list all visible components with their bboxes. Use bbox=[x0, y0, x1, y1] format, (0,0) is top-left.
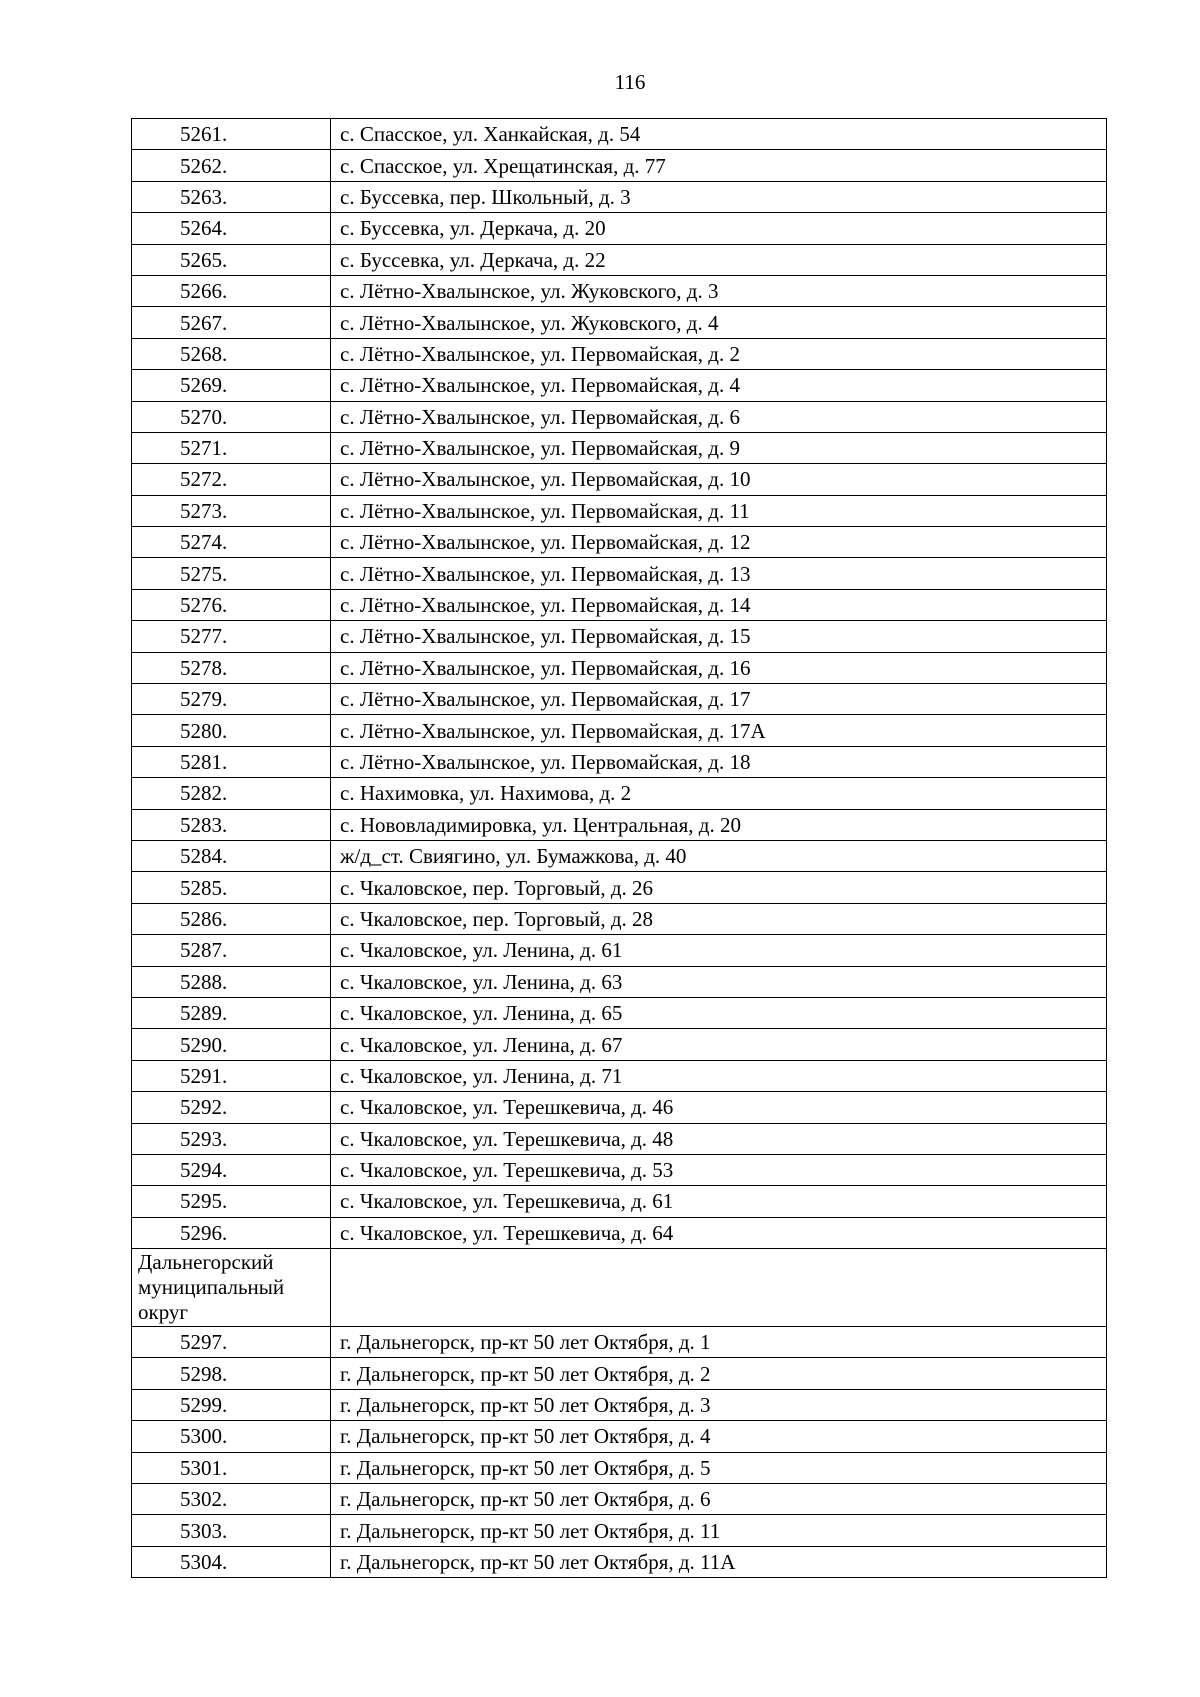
row-number: 5287. bbox=[132, 935, 331, 966]
row-number: 5267. bbox=[132, 307, 331, 338]
table-row bbox=[132, 715, 1107, 746]
row-number: 5288. bbox=[132, 966, 331, 997]
row-number: 5293. bbox=[132, 1123, 331, 1154]
table-row bbox=[132, 1060, 1107, 1091]
row-address: с. Буссевка, ул. Деркача, д. 22 bbox=[331, 244, 1107, 275]
table-row bbox=[132, 1358, 1107, 1389]
table-row bbox=[132, 1515, 1107, 1546]
table-row bbox=[132, 872, 1107, 903]
row-number: 5281. bbox=[132, 746, 331, 777]
section-value bbox=[331, 1249, 1107, 1327]
row-number: 5269. bbox=[132, 370, 331, 401]
row-address: с. Лётно-Хвалынское, ул. Первомайская, д. 18 bbox=[331, 746, 1107, 777]
row-number: 5271. bbox=[132, 432, 331, 463]
row-address: с. Чкаловское, ул. Ленина, д. 63 bbox=[331, 966, 1107, 997]
row-number: 5302. bbox=[132, 1484, 331, 1515]
row-number: 5273. bbox=[132, 495, 331, 526]
row-address: с. Чкаловское, ул. Ленина, д. 67 bbox=[331, 1029, 1107, 1060]
table-row bbox=[132, 119, 1107, 150]
table-row bbox=[132, 338, 1107, 369]
row-number: 5295. bbox=[132, 1186, 331, 1217]
row-number: 5261. bbox=[132, 119, 331, 150]
row-address: с. Чкаловское, ул. Терешкевича, д. 53 bbox=[331, 1154, 1107, 1185]
table-row bbox=[132, 275, 1107, 306]
table-row bbox=[132, 1327, 1107, 1358]
row-number: 5262. bbox=[132, 150, 331, 181]
row-address: г. Дальнегорск, пр-кт 50 лет Октября, д. 2 bbox=[331, 1358, 1107, 1389]
row-address: с. Чкаловское, ул. Ленина, д. 61 bbox=[331, 935, 1107, 966]
table-row bbox=[132, 307, 1107, 338]
row-address: с. Нахимовка, ул. Нахимова, д. 2 bbox=[331, 778, 1107, 809]
row-number: 5300. bbox=[132, 1421, 331, 1452]
table-row bbox=[132, 652, 1107, 683]
table-row bbox=[132, 746, 1107, 777]
row-number: 5264. bbox=[132, 213, 331, 244]
table-row bbox=[132, 464, 1107, 495]
row-number: 5277. bbox=[132, 621, 331, 652]
table-row bbox=[132, 1389, 1107, 1420]
row-address: г. Дальнегорск, пр-кт 50 лет Октября, д. 5 bbox=[331, 1452, 1107, 1483]
row-number: 5286. bbox=[132, 903, 331, 934]
row-number: 5274. bbox=[132, 527, 331, 558]
table-row bbox=[132, 495, 1107, 526]
table-row bbox=[132, 213, 1107, 244]
table-row bbox=[132, 840, 1107, 871]
row-number: 5292. bbox=[132, 1092, 331, 1123]
row-address: с. Спасское, ул. Ханкайская, д. 54 bbox=[331, 119, 1107, 150]
row-number: 5282. bbox=[132, 778, 331, 809]
row-number: 5270. bbox=[132, 401, 331, 432]
row-address: г. Дальнегорск, пр-кт 50 лет Октября, д. 11 bbox=[331, 1515, 1107, 1546]
row-address: с. Лётно-Хвалынское, ул. Первомайская, д. 10 bbox=[331, 464, 1107, 495]
row-number: 5284. bbox=[132, 840, 331, 871]
row-number: 5272. bbox=[132, 464, 331, 495]
table-row bbox=[132, 809, 1107, 840]
row-address: с. Лётно-Хвалынское, ул. Первомайская, д. 12 bbox=[331, 527, 1107, 558]
table-row bbox=[132, 1154, 1107, 1185]
row-number: 5289. bbox=[132, 997, 331, 1028]
row-address: ж/д_ст. Свиягино, ул. Бумажкова, д. 40 bbox=[331, 840, 1107, 871]
row-address: г. Дальнегорск, пр-кт 50 лет Октября, д. 11А bbox=[331, 1546, 1107, 1577]
row-number: 5299. bbox=[132, 1389, 331, 1420]
row-number: 5278. bbox=[132, 652, 331, 683]
row-number: 5276. bbox=[132, 589, 331, 620]
table-row bbox=[132, 432, 1107, 463]
table-row bbox=[132, 1452, 1107, 1483]
row-address: с. Лётно-Хвалынское, ул. Первомайская, д. 15 bbox=[331, 621, 1107, 652]
table-row bbox=[132, 935, 1107, 966]
table-row bbox=[132, 1092, 1107, 1123]
row-address: с. Чкаловское, ул. Терешкевича, д. 61 bbox=[331, 1186, 1107, 1217]
table-row bbox=[132, 1186, 1107, 1217]
table-row bbox=[132, 684, 1107, 715]
row-number: 5268. bbox=[132, 338, 331, 369]
table-body-bottom bbox=[132, 1327, 1107, 1578]
row-address: с. Лётно-Хвалынское, ул. Первомайская, д. 13 bbox=[331, 558, 1107, 589]
row-address: с. Лётно-Хвалынское, ул. Первомайская, д. 2 bbox=[331, 338, 1107, 369]
table-row bbox=[132, 558, 1107, 589]
row-number: 5266. bbox=[132, 275, 331, 306]
row-address: с. Лётно-Хвалынское, ул. Первомайская, д. 16 bbox=[331, 652, 1107, 683]
table-row bbox=[132, 1484, 1107, 1515]
table-row bbox=[132, 1546, 1107, 1577]
row-number: 5296. bbox=[132, 1217, 331, 1248]
table-body-top bbox=[132, 119, 1107, 1249]
row-address: с. Лётно-Хвалынское, ул. Первомайская, д. 9 bbox=[331, 432, 1107, 463]
table-row bbox=[132, 150, 1107, 181]
row-address: г. Дальнегорск, пр-кт 50 лет Октября, д. 6 bbox=[331, 1484, 1107, 1515]
address-table bbox=[131, 118, 1107, 1578]
row-address: с. Лётно-Хвалынское, ул. Первомайская, д. 17А bbox=[331, 715, 1107, 746]
row-number: 5275. bbox=[132, 558, 331, 589]
row-address: с. Нововладимировка, ул. Центральная, д. 20 bbox=[331, 809, 1107, 840]
row-number: 5290. bbox=[132, 1029, 331, 1060]
row-address: г. Дальнегорск, пр-кт 50 лет Октября, д. 3 bbox=[331, 1389, 1107, 1420]
row-address: с. Лётно-Хвалынское, ул. Жуковского, д. 3 bbox=[331, 275, 1107, 306]
row-address: с. Чкаловское, ул. Терешкевича, д. 48 bbox=[331, 1123, 1107, 1154]
row-address: с. Чкаловское, ул. Ленина, д. 65 bbox=[331, 997, 1107, 1028]
row-address: с. Лётно-Хвалынское, ул. Первомайская, д. 4 bbox=[331, 370, 1107, 401]
row-address: с. Чкаловское, пер. Торговый, д. 26 bbox=[331, 872, 1107, 903]
section-body bbox=[132, 1249, 1107, 1327]
row-address: с. Чкаловское, ул. Терешкевича, д. 64 bbox=[331, 1217, 1107, 1248]
row-number: 5298. bbox=[132, 1358, 331, 1389]
table-row bbox=[132, 1029, 1107, 1060]
row-number: 5301. bbox=[132, 1452, 331, 1483]
row-number: 5283. bbox=[132, 809, 331, 840]
table-row bbox=[132, 244, 1107, 275]
row-address: с. Лётно-Хвалынское, ул. Первомайская, д. 6 bbox=[331, 401, 1107, 432]
row-address: с. Буссевка, ул. Деркача, д. 20 bbox=[331, 213, 1107, 244]
section-row bbox=[132, 1249, 1107, 1327]
table-row bbox=[132, 370, 1107, 401]
row-address: с. Чкаловское, ул. Ленина, д. 71 bbox=[331, 1060, 1107, 1091]
row-address: с. Чкаловское, ул. Терешкевича, д. 46 bbox=[331, 1092, 1107, 1123]
row-address: с. Спасское, ул. Хрещатинская, д. 77 bbox=[331, 150, 1107, 181]
row-number: 5304. bbox=[132, 1546, 331, 1577]
table-row bbox=[132, 621, 1107, 652]
row-address: г. Дальнегорск, пр-кт 50 лет Октября, д. 1 bbox=[331, 1327, 1107, 1358]
row-number: 5280. bbox=[132, 715, 331, 746]
row-number: 5279. bbox=[132, 684, 331, 715]
table-row bbox=[132, 997, 1107, 1028]
table-row bbox=[132, 1421, 1107, 1452]
row-address: с. Лётно-Хвалынское, ул. Жуковского, д. 4 bbox=[331, 307, 1107, 338]
table-row bbox=[132, 1123, 1107, 1154]
row-address: с. Лётно-Хвалынское, ул. Первомайская, д. 17 bbox=[331, 684, 1107, 715]
table-row bbox=[132, 1217, 1107, 1248]
section-title: Дальнегорский муниципальный округ bbox=[132, 1249, 331, 1327]
row-address: с. Лётно-Хвалынское, ул. Первомайская, д. 14 bbox=[331, 589, 1107, 620]
row-number: 5263. bbox=[132, 181, 331, 212]
table-row bbox=[132, 181, 1107, 212]
table-row bbox=[132, 589, 1107, 620]
table-row bbox=[132, 778, 1107, 809]
row-number: 5297. bbox=[132, 1327, 331, 1358]
row-address: г. Дальнегорск, пр-кт 50 лет Октября, д. 4 bbox=[331, 1421, 1107, 1452]
page-number: 116 bbox=[614, 70, 646, 94]
table-row bbox=[132, 401, 1107, 432]
row-number: 5294. bbox=[132, 1154, 331, 1185]
row-address: с. Лётно-Хвалынское, ул. Первомайская, д. 11 bbox=[331, 495, 1107, 526]
table-row bbox=[132, 903, 1107, 934]
row-number: 5291. bbox=[132, 1060, 331, 1091]
row-address: с. Буссевка, пер. Школьный, д. 3 bbox=[331, 181, 1107, 212]
table-row bbox=[132, 966, 1107, 997]
row-number: 5303. bbox=[132, 1515, 331, 1546]
row-number: 5285. bbox=[132, 872, 331, 903]
row-number: 5265. bbox=[132, 244, 331, 275]
table-row bbox=[132, 527, 1107, 558]
row-address: с. Чкаловское, пер. Торговый, д. 28 bbox=[331, 903, 1107, 934]
